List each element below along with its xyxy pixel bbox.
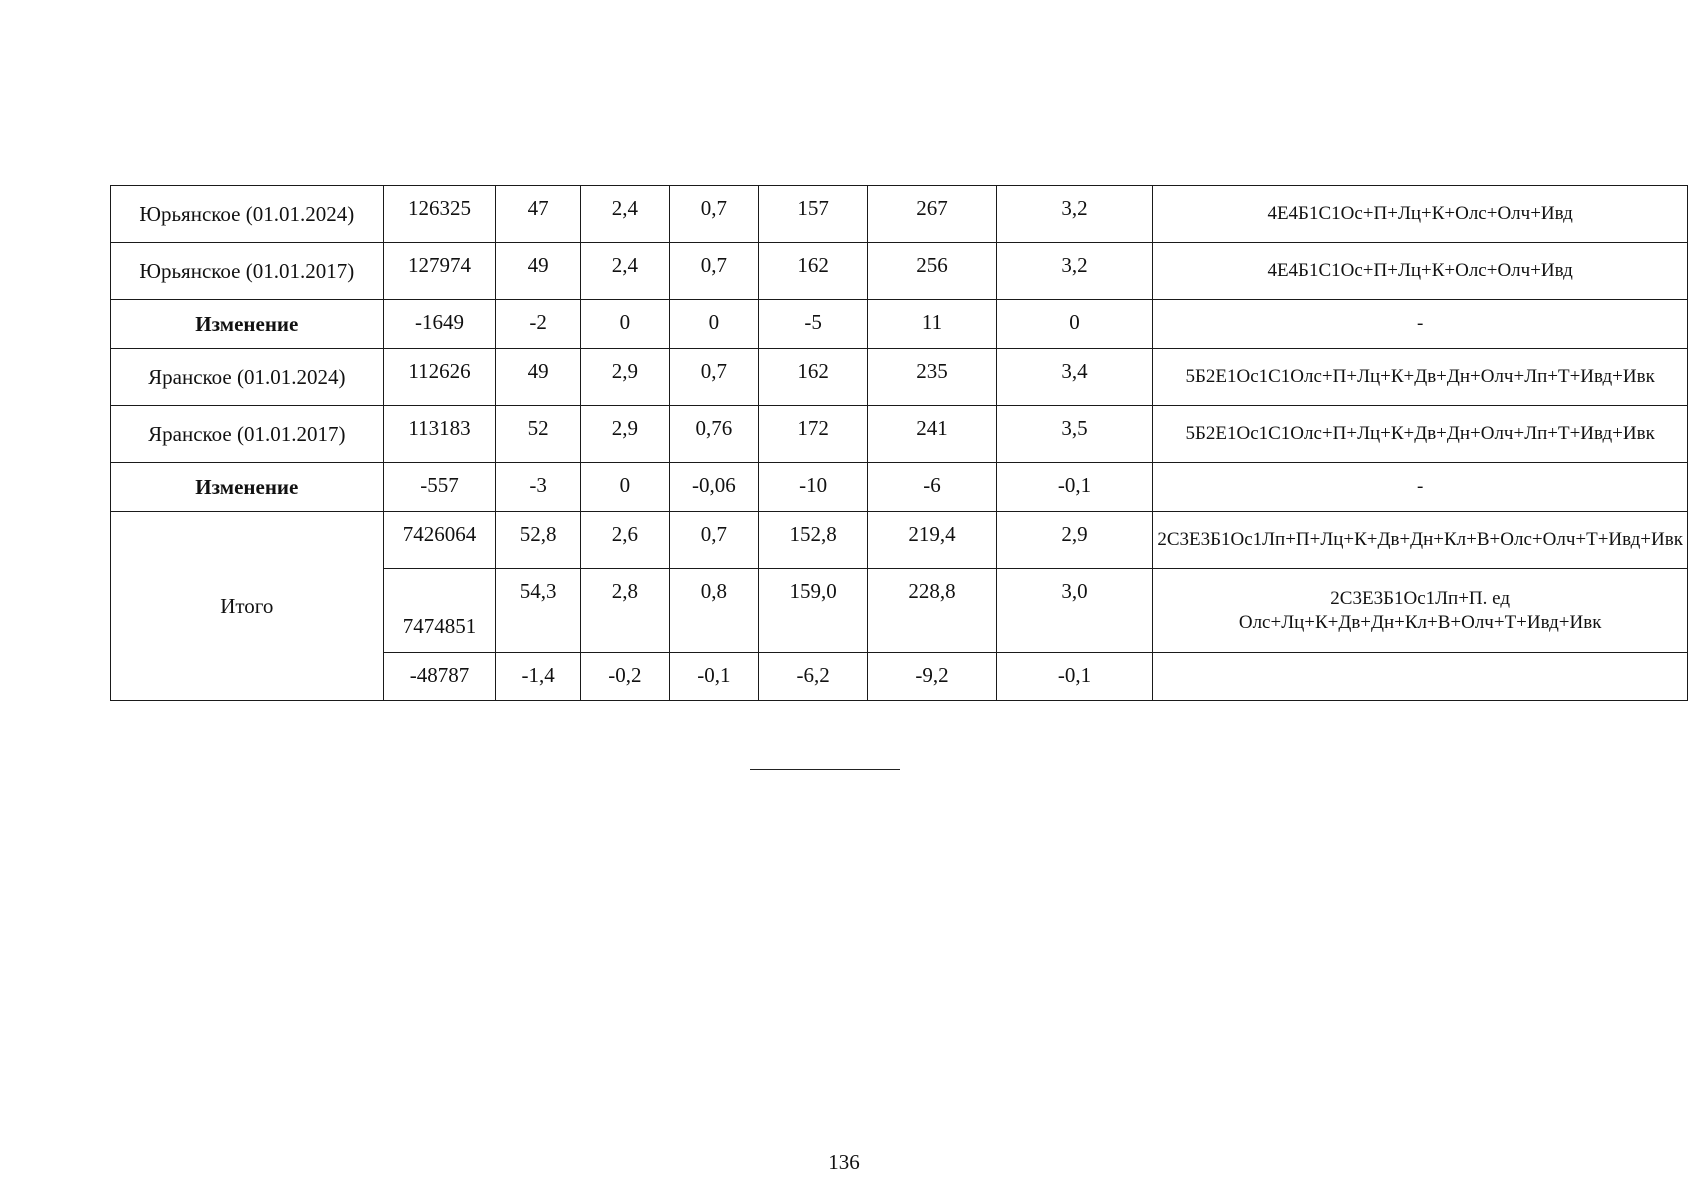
table-cell: 49 [496, 243, 581, 300]
table-cell: 2,9 [580, 349, 669, 406]
table-cell: 52 [496, 406, 581, 463]
table-cell: 7426064 [383, 512, 496, 569]
species-composition-cell: - [1153, 300, 1688, 349]
table-cell: 3,5 [996, 406, 1152, 463]
table-cell: 3,0 [996, 569, 1152, 653]
species-composition-cell: - [1153, 463, 1688, 512]
table-cell: 52,8 [496, 512, 581, 569]
table-row [111, 406, 1688, 463]
table-cell: 172 [758, 406, 867, 463]
table-cell: -557 [383, 463, 496, 512]
table-cell: 162 [758, 349, 867, 406]
table-cell: 2,4 [580, 186, 669, 243]
table-cell: -0,1 [669, 653, 758, 701]
table-cell: 0,7 [669, 349, 758, 406]
table-cell: -48787 [383, 653, 496, 701]
end-rule [750, 769, 900, 770]
species-composition-cell: 5Б2Е1Ос1С1Олс+П+Лц+К+Дв+Дн+Олч+Лп+Т+Ивд+Ивк [1153, 406, 1688, 463]
table-cell: 49 [496, 349, 581, 406]
table-cell: 0 [580, 300, 669, 349]
table-cell: 0,7 [669, 512, 758, 569]
table-cell: 256 [868, 243, 997, 300]
table-cell: 219,4 [868, 512, 997, 569]
table-cell: 152,8 [758, 512, 867, 569]
table-row [111, 243, 1688, 300]
table-cell: 127974 [383, 243, 496, 300]
table-cell: 3,2 [996, 186, 1152, 243]
table-cell: -2 [496, 300, 581, 349]
table-row [111, 300, 1688, 349]
table-cell: 162 [758, 243, 867, 300]
table-cell: -0,1 [996, 463, 1152, 512]
table-cell: -3 [496, 463, 581, 512]
table-cell: 126325 [383, 186, 496, 243]
table-cell: 2,8 [580, 569, 669, 653]
page-number: 136 [828, 1150, 860, 1174]
table-cell: 267 [868, 186, 997, 243]
table-cell: 159,0 [758, 569, 867, 653]
row-label: Юрьянское (01.01.2017) [111, 243, 384, 300]
table-cell: -9,2 [868, 653, 997, 701]
table-row [111, 349, 1688, 406]
table-cell: 0,8 [669, 569, 758, 653]
table-cell: 0 [580, 463, 669, 512]
species-composition-cell: 2С3Е3Б1Ос1Лп+П. ед Олс+Лц+К+Дв+Дн+Кл+В+Олч+Т+Ивд+Ивк [1153, 569, 1688, 653]
table-cell: -0,2 [580, 653, 669, 701]
table-cell: 0,7 [669, 243, 758, 300]
table-cell: 113183 [383, 406, 496, 463]
species-composition-cell: 4Е4Б1С1Ос+П+Лц+К+Олс+Олч+Ивд [1153, 186, 1688, 243]
table-cell: 241 [868, 406, 997, 463]
table-cell: 0,76 [669, 406, 758, 463]
table-cell: 11 [868, 300, 997, 349]
table-cell: 54,3 [496, 569, 581, 653]
table-cell: 235 [868, 349, 997, 406]
table-cell: 157 [758, 186, 867, 243]
table-cell: -0,1 [996, 653, 1152, 701]
table-cell: 112626 [383, 349, 496, 406]
species-composition-cell: 2С3Е3Б1Ос1Лп+П+Лц+К+Дв+Дн+Кл+В+Олс+Олч+Т+Ивд+Ивк [1153, 512, 1688, 569]
table-cell: -1,4 [496, 653, 581, 701]
table-cell: 3,2 [996, 243, 1152, 300]
row-label: Яранское (01.01.2017) [111, 406, 384, 463]
total-row [111, 512, 1688, 569]
table-cell: 0,7 [669, 186, 758, 243]
species-composition-cell: 4Е4Б1С1Ос+П+Лц+К+Олс+Олч+Ивд [1153, 243, 1688, 300]
table-cell: 2,9 [580, 406, 669, 463]
table-cell: 2,4 [580, 243, 669, 300]
table-cell: -10 [758, 463, 867, 512]
table-cell: -6,2 [758, 653, 867, 701]
table-cell: 2,9 [996, 512, 1152, 569]
table-cell: 228,8 [868, 569, 997, 653]
forest-fund-table [110, 185, 1688, 701]
table-cell: 0 [669, 300, 758, 349]
row-label: Юрьянское (01.01.2024) [111, 186, 384, 243]
table-cell: -1649 [383, 300, 496, 349]
table-cell: -0,06 [669, 463, 758, 512]
species-composition-cell [1153, 653, 1688, 701]
table-cell: 2,6 [580, 512, 669, 569]
row-label: Изменение [111, 463, 384, 512]
row-label: Изменение [111, 300, 384, 349]
table-cell: -5 [758, 300, 867, 349]
table-cell: -6 [868, 463, 997, 512]
species-composition-cell: 5Б2Е1Ос1С1Олс+П+Лц+К+Дв+Дн+Олч+Лп+Т+Ивд+Ивк [1153, 349, 1688, 406]
row-label: Яранское (01.01.2024) [111, 349, 384, 406]
table-row [111, 186, 1688, 243]
total-label: Итого [111, 512, 384, 701]
table-cell: 7474851 [383, 569, 496, 653]
table-cell: 3,4 [996, 349, 1152, 406]
table-cell: 0 [996, 300, 1152, 349]
table-cell: 47 [496, 186, 581, 243]
table-row [111, 463, 1688, 512]
